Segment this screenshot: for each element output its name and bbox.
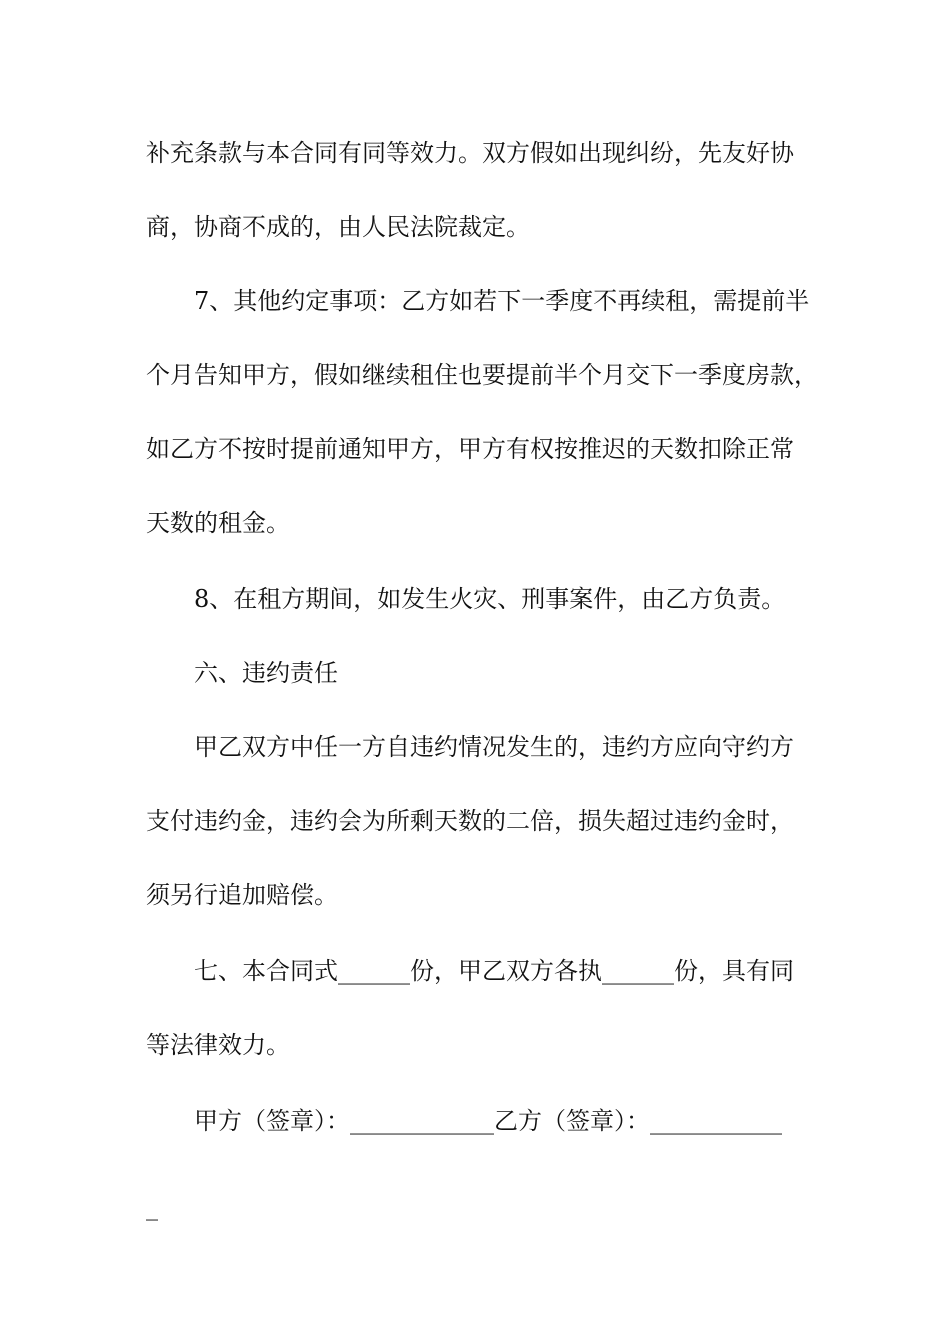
clause-7-line: 7、其他约定事项：乙方如若下一季度不再续租，需提前半 <box>194 287 810 315</box>
clause-8-line: 8、在租方期间，如发生火灾、刑事案件，由乙方负责。 <box>194 585 786 613</box>
paragraph-line: 支付违约金，违约会为所剩天数的二倍，损失超过违约金时， <box>146 807 794 835</box>
paragraph-line: 甲乙双方中任一方自违约情况发生的，违约方应向守约方 <box>194 733 794 761</box>
section-heading-breach: 六、违约责任 <box>194 659 338 687</box>
paragraph-line: 商，协商不成的，由人民法院裁定。 <box>146 213 530 241</box>
paragraph-line: 个月告知甲方，假如继续租住也要提前半个月交下一季度房款， <box>146 361 818 389</box>
signature-line-continuation: _ <box>146 1193 158 1221</box>
paragraph-line: 天数的租金。 <box>146 509 290 537</box>
copies-clause-line: 七、本合同式______份，甲乙双方各执______份，具有同 <box>194 957 794 985</box>
paragraph-line: 如乙方不按时提前通知甲方，甲方有权按推迟的天数扣除正常 <box>146 435 794 463</box>
paragraph-line: 须另行追加赔偿。 <box>146 881 338 909</box>
paragraph-line: 补充条款与本合同有同等效力。双方假如出现纠纷，先友好协 <box>146 139 794 167</box>
signature-line: 甲方（签章）：____________乙方（签章）：___________ <box>194 1107 782 1135</box>
paragraph-line: 等法律效力。 <box>146 1031 290 1059</box>
